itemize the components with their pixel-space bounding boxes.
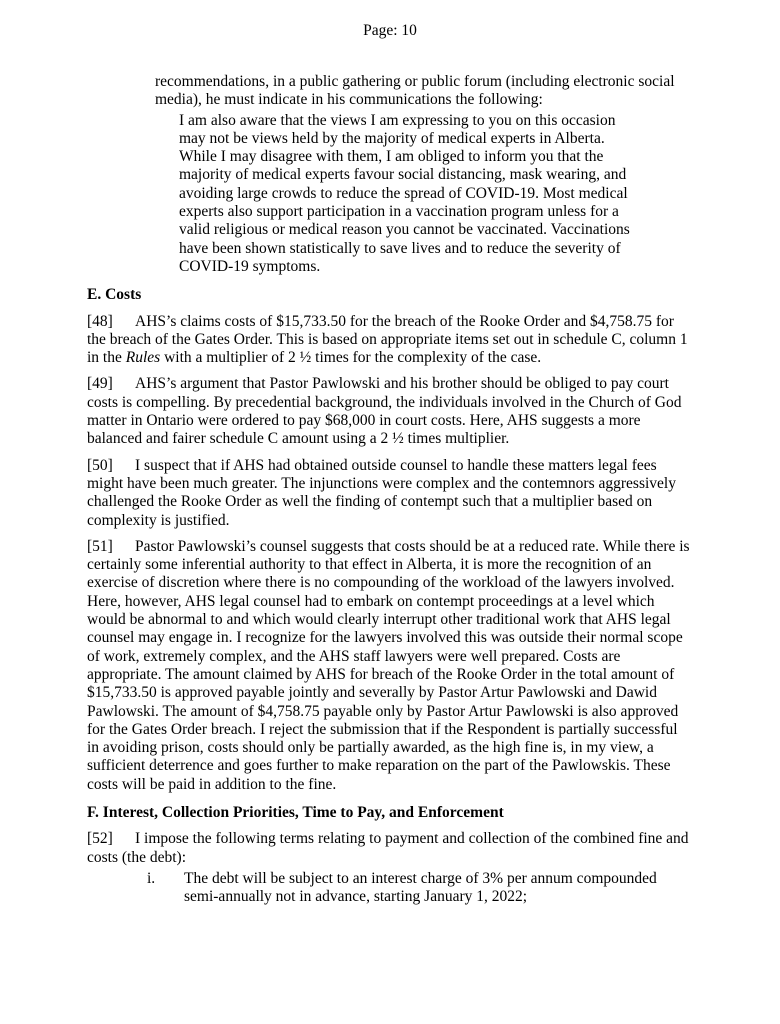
list-marker: i. xyxy=(147,869,156,887)
paragraph-52 xyxy=(87,830,693,867)
paragraph-number: [52] xyxy=(87,830,113,848)
paragraph-text: AHS’s claims costs of $15,733.50 for the breach of the Rooke Order and $4,758.75 for the breach of the Gates Order. This is based on appropriate items set out in schedule C, column 1 in the xyxy=(87,312,688,367)
list-item-text: The debt will be subject to an interest charge of 3% per annum compounded semi-annually not in advance, starting January 1, 2022; xyxy=(184,869,657,906)
continuation-paragraph: recommendations, in a public gathering or public forum (including electronic social media), he must indicate in his communications the following: xyxy=(155,73,675,109)
page-number: Page: 10 xyxy=(363,22,417,39)
paragraph-49 xyxy=(87,375,693,448)
list-item xyxy=(147,869,693,907)
paragraph-text: Pastor Pawlowski’s counsel suggests that costs should be at a reduced rate. While there is certainly some inferential authority to that effect in Alberta, it is more the recognition of an exercise of discretion where there is no compounding of the workload of the lawyers involved. Here, however, AHS legal counsel had to embark on contempt proceedings at a level which would be abnormal to and which would clearly interrupt other traditional work that AHS legal counsel may engage in. I recognize for the lawyers involved this was outside their normal scope of work, extremely complex, and the AHS staff lawyers were well prepared. Costs are appropriate. The amount claimed by AHS for breach of the Rooke Order in the total amount of $15,733.50 is approved payable jointly and severally by Pastor Artur Pawlowski and Dawid Pawlowski. The amount of $4,758.75 payable only by Pastor Artur Pawlowski is also approved for the Gates Order breach. I reject the submission that if the Respondent is partially successful in avoiding prison, costs should only be partially awarded, as the high fine is, in my view, a sufficient deterrence and goes further to make reparation on the part of the Pawlowskis. These costs will be paid in addition to the fine. xyxy=(87,537,690,793)
document-body xyxy=(87,73,693,906)
paragraph-number: [51] xyxy=(87,537,113,555)
paragraph-number: [48] xyxy=(87,312,113,330)
paragraph-emphasis: Rules xyxy=(125,349,161,367)
paragraph-50 xyxy=(87,457,693,530)
paragraph-text: with a multiplier of 2 ½ times for the complexity of the case. xyxy=(160,349,542,367)
paragraph-number: [49] xyxy=(87,375,113,393)
paragraph-number: [50] xyxy=(87,456,113,474)
paragraph-51 xyxy=(87,538,693,794)
section-heading-costs: E. Costs xyxy=(87,286,142,304)
paragraph-48 xyxy=(87,313,693,368)
section-heading-interest: F. Interest, Collection Priorities, Time to Pay, and Enforcement xyxy=(87,803,504,821)
block-quote: I am also aware that the views I am expressing to you on this occasion may not be views held by the majority of medical experts in Alberta. While I may disagree with them, I am obliged to inform you that the majority of medical experts favour social distancing, mask wearing, and avoiding large crowds to reduce the spread of COVID-19. Most medical experts also support participation in a vaccination program unless for a valid religious or medical reason you cannot be vaccinated. Vaccinations have been shown statistically to save lives and to reduce the severity of COVID-19 symptoms. xyxy=(179,111,630,275)
paragraph-text: AHS’s argument that Pastor Pawlowski and his brother should be obliged to pay court costs is compelling. By precedential background, the individuals involved in the Church of God matter in Ontario were ordered to pay $68,000 in court costs. Here, AHS suggests a more balanced and fairer schedule C amount using a 2 ½ times multiplier. xyxy=(87,375,682,448)
paragraph-text: I suspect that if AHS had obtained outside counsel to handle these matters legal fees might have been much greater. The injunctions were complex and the contemnors aggressively challenged the Rooke Order as well the finding of contempt such that a multiplier based on complexity is justified. xyxy=(87,456,676,529)
paragraph-text: I impose the following terms relating to payment and collection of the combined fine and costs (the debt): xyxy=(87,830,689,866)
